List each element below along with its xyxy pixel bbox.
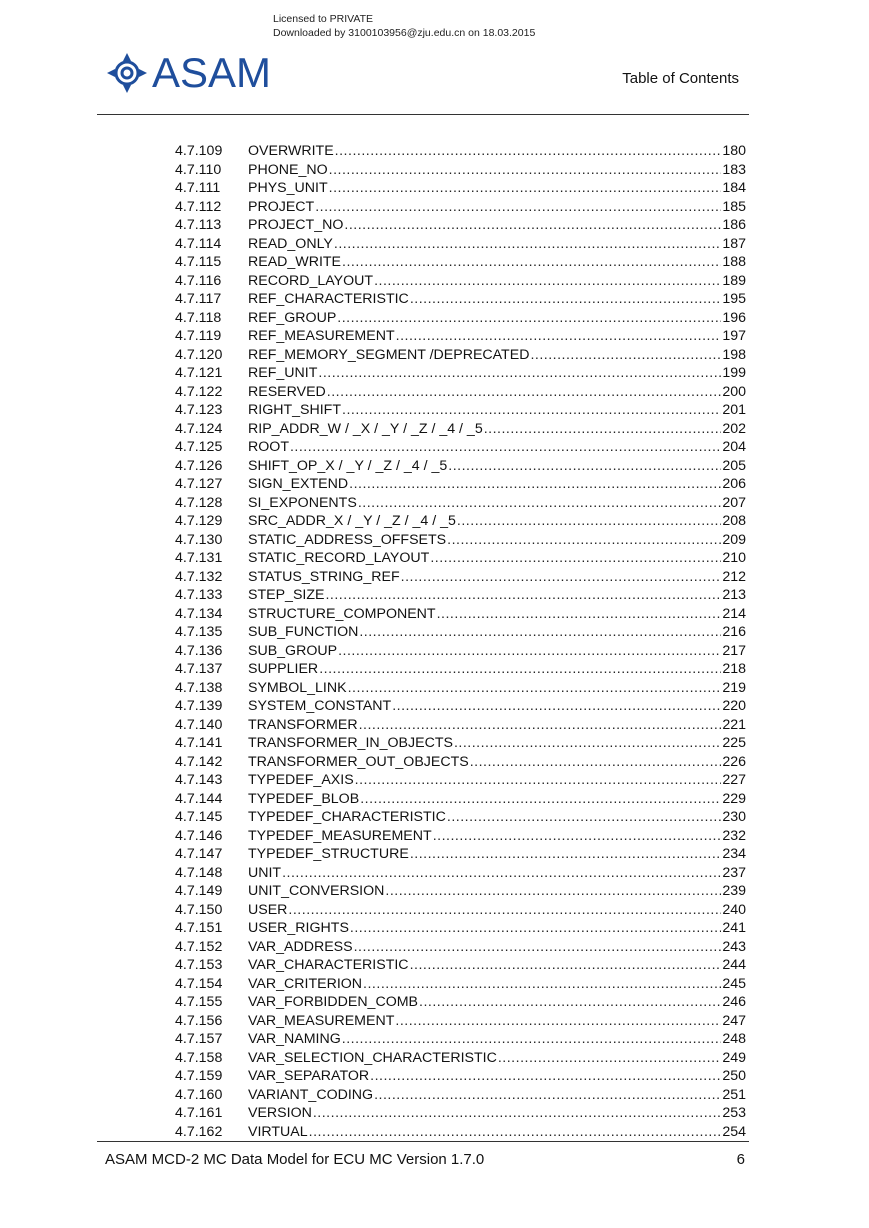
toc-entry-number: 4.7.127 [175,476,223,492]
toc-entry[interactable] [175,328,746,347]
toc-entry[interactable] [175,532,746,551]
toc-entry-number: 4.7.150 [175,901,223,918]
toc-entry-page: 187 [722,235,746,252]
toc-entry-title: SUPPLIER [248,661,319,677]
toc-dot-leader [396,328,722,344]
toc-entry[interactable] [175,365,746,384]
toc-entry[interactable] [175,920,746,939]
toc-dot-leader [498,1050,721,1066]
toc-entry-page: 185 [722,198,746,215]
toc-entry[interactable] [175,1068,746,1087]
toc-entry[interactable] [175,624,746,643]
toc-entry-page: 202 [722,420,746,437]
toc-dot-leader [401,569,722,585]
toc-entry-title: RECORD_LAYOUT [248,272,374,289]
toc-dot-leader [395,1013,721,1029]
toc-entry[interactable] [175,883,746,902]
toc-entry-page: 241 [722,920,746,936]
toc-entry-page: 226 [722,753,746,770]
toc-entry-title: REF_UNIT [248,365,318,381]
toc-dot-leader [309,1124,722,1140]
logo-text: ASAM [152,49,272,96]
toc-entry-number: 4.7.139 [175,698,223,714]
toc-entry-page: 197 [722,328,746,344]
toc-entry-title: STATIC_ADDRESS_OFFSETS [248,531,447,548]
toc-entry-title: VAR_NAMING [248,1031,341,1047]
toc-dot-leader [319,661,721,677]
toc-entry-number: 4.7.157 [175,1031,223,1047]
toc-entry-title: REF_MEASUREMENT [248,328,395,344]
toc-dot-leader [374,1087,721,1103]
toc-entry-number: 4.7.120 [175,346,223,363]
toc-entry-title: SUB_GROUP [248,642,338,659]
toc-entry-title: STATIC_RECORD_LAYOUT [248,550,430,566]
asam-logo [106,49,272,96]
toc-entry[interactable] [175,180,746,199]
toc-entry-title: REF_MEMORY_SEGMENT /DEPRECATED [248,346,530,363]
toc-entry-page: 218 [722,661,746,677]
toc-dot-leader [318,365,721,381]
toc-entry-title: RIP_ADDR_W / _X / _Y / _Z / _4 / _5 [248,420,483,437]
toc-entry-page: 212 [722,568,746,585]
toc-entry[interactable] [175,587,746,606]
toc-entry-number: 4.7.112 [175,198,222,215]
toc-dot-leader [530,347,721,363]
toc-entry-title: PHONE_NO [248,161,328,178]
toc-entry-number: 4.7.142 [175,753,223,770]
toc-entry-page: 184 [722,180,746,196]
toc-entry-page: 200 [722,383,746,400]
toc-entry-title: UNIT [248,864,282,881]
toc-entry-title: SIGN_EXTEND [248,476,349,492]
toc-dot-leader [327,384,722,400]
license-line-1: Licensed to PRIVATE [273,13,373,25]
toc-entry-title: SHIFT_OP_X / _Y / _Z / _4 / _5 [248,457,448,474]
toc-entry-page: 213 [722,587,746,603]
toc-entry-title: VIRTUAL [248,1123,308,1140]
toc-entry-page: 244 [722,957,746,973]
toc-entry-page: 206 [722,476,746,492]
toc-entry[interactable] [175,902,746,921]
toc-entry[interactable] [175,495,746,514]
toc-entry-page: 196 [722,309,746,326]
toc-dot-leader [457,513,721,529]
toc-dot-leader [374,273,721,289]
section-title: Table of Contents [622,70,739,87]
toc-entry[interactable] [175,809,746,828]
toc-entry-page: 205 [722,457,746,474]
toc-entry-number: 4.7.122 [175,383,223,400]
toc-entry-number: 4.7.144 [175,790,223,807]
toc-entry-number: 4.7.132 [175,568,223,585]
toc-entry-title: SYMBOL_LINK [248,679,347,696]
toc-entry-number: 4.7.155 [175,994,223,1010]
toc-entry-number: 4.7.135 [175,624,223,640]
toc-entry-number: 4.7.133 [175,587,223,603]
toc-entry-number: 4.7.130 [175,531,223,548]
toc-dot-leader [363,976,721,992]
toc-entry[interactable] [175,347,746,366]
toc-entry-page: 251 [722,1086,746,1103]
toc-entry[interactable] [175,698,746,717]
toc-dot-leader [329,162,722,178]
toc-entry-number: 4.7.124 [175,420,223,437]
toc-entry-page: 249 [722,1049,746,1066]
toc-entry-title: USER_RIGHTS [248,920,349,936]
toc-entry-page: 230 [722,809,746,825]
toc-dot-leader [392,698,721,714]
toc-entry-title: PROJECT_NO [248,217,344,233]
toc-entry-title: STATUS_STRING_REF [248,568,400,585]
toc-entry[interactable] [175,569,746,588]
toc-dot-leader [359,624,721,640]
toc-entry-number: 4.7.110 [175,161,222,178]
toc-dot-leader [342,1031,722,1047]
toc-entry-page: 214 [722,605,746,622]
toc-entry-number: 4.7.152 [175,938,223,955]
toc-entry-title: RIGHT_SHIFT [248,402,342,418]
toc-entry-page: 198 [722,346,746,363]
toc-entry[interactable] [175,458,746,477]
toc-entry[interactable] [175,1031,746,1050]
toc-entry-title: TYPEDEF_MEASUREMENT [248,827,432,844]
toc-entry[interactable] [175,735,746,754]
toc-entry-page: 183 [722,161,746,178]
toc-entry-number: 4.7.117 [175,291,222,307]
toc-entry[interactable] [175,643,746,662]
toc-entry-title: READ_ONLY [248,235,333,252]
toc-entry-title: SYSTEM_CONSTANT [248,698,392,714]
toc-entry-page: 195 [722,291,746,307]
toc-dot-leader [447,809,721,825]
toc-entry[interactable] [175,162,746,181]
toc-entry[interactable] [175,976,746,995]
toc-dot-leader [484,421,722,437]
toc-entry-title: TYPEDEF_CHARACTERISTIC [248,809,446,825]
toc-entry-number: 4.7.138 [175,679,223,696]
toc-entry-page: 227 [722,772,746,788]
toc-entry-page: 209 [722,531,746,548]
toc-entry-title: VAR_CHARACTERISTIC [248,957,409,973]
toc-dot-leader [338,643,721,659]
toc-entry-page: 208 [722,513,746,529]
toc-dot-leader [447,532,721,548]
toc-entry-page: 240 [722,901,746,918]
toc-entry-number: 4.7.153 [175,957,223,973]
toc-entry[interactable] [175,476,746,495]
toc-entry-number: 4.7.140 [175,716,223,733]
toc-entry-title: SRC_ADDR_X / _Y / _Z / _4 / _5 [248,513,456,529]
toc-entry-title: OVERWRITE [248,143,334,159]
toc-entry-page: 225 [722,735,746,751]
toc-entry-title: VARIANT_CODING [248,1086,374,1103]
toc-dot-leader [430,550,721,566]
toc-entry[interactable] [175,772,746,791]
toc-entry-number: 4.7.111 [175,180,221,196]
toc-entry-title: TYPEDEF_AXIS [248,772,354,788]
toc-dot-leader [358,495,722,511]
toc-entry[interactable] [175,1050,746,1069]
footer-divider [97,1141,749,1142]
toc-dot-leader [370,1068,721,1084]
toc-dot-leader [448,458,721,474]
toc-entry-page: 229 [722,790,746,807]
toc-entry[interactable] [175,291,746,310]
toc-entry[interactable] [175,254,746,273]
toc-entry-page: 220 [722,698,746,714]
toc-entry-title: ROOT [248,439,289,455]
toc-entry[interactable] [175,606,746,625]
toc-entry[interactable] [175,199,746,218]
toc-entry-title: READ_WRITE [248,254,342,270]
toc-entry-title: TRANSFORMER [248,716,358,733]
toc-dot-leader [410,846,722,862]
toc-dot-leader [348,680,722,696]
toc-entry-number: 4.7.156 [175,1012,223,1029]
toc-dot-leader [470,754,722,770]
toc-entry-page: 217 [722,642,746,659]
toc-entry-page: 210 [722,550,746,566]
toc-entry-title: REF_CHARACTERISTIC [248,291,409,307]
license-notice [273,12,535,40]
toc-entry-number: 4.7.154 [175,975,223,992]
toc-dot-leader [329,180,722,196]
toc-entry-page: 246 [722,994,746,1010]
toc-entry-page: 180 [722,143,746,159]
toc-entry-page: 221 [722,716,746,733]
toc-entry-title: STEP_SIZE [248,587,325,603]
toc-entry-number: 4.7.162 [175,1123,223,1140]
toc-entry-page: 216 [722,624,746,640]
toc-entry-title: VERSION [248,1105,312,1121]
toc-dot-leader [385,883,721,899]
toc-dot-leader [290,439,721,455]
toc-entry-number: 4.7.116 [175,272,222,289]
toc-dot-leader [454,735,721,751]
toc-entry-title: TRANSFORMER_OUT_OBJECTS [248,753,469,770]
toc-entry-page: 199 [722,365,746,381]
toc-dot-leader [282,865,721,881]
toc-entry-title: SI_EXPONENTS [248,494,357,511]
toc-entry-number: 4.7.137 [175,661,223,677]
toc-entry-title: VAR_SELECTION_CHARACTERISTIC [248,1049,497,1066]
toc-dot-leader [334,236,721,252]
toc-entry-page: 247 [722,1012,746,1029]
toc-dot-leader [313,1105,721,1121]
toc-entry[interactable] [175,717,746,736]
toc-entry-number: 4.7.126 [175,457,223,474]
toc-dot-leader [315,199,721,215]
toc-entry[interactable] [175,439,746,458]
toc-entry-title: PHYS_UNIT [248,180,328,196]
toc-entry-number: 4.7.158 [175,1049,223,1066]
toc-entry-title: TYPEDEF_STRUCTURE [248,846,409,862]
toc-entry-page: 207 [722,494,746,511]
toc-entry-number: 4.7.147 [175,846,223,862]
toc-entry-number: 4.7.125 [175,439,223,455]
toc-entry-number: 4.7.151 [175,920,223,936]
toc-dot-leader [410,291,722,307]
toc-entry[interactable] [175,513,746,532]
toc-entry[interactable] [175,1105,746,1124]
toc-entry-title: USER [248,901,288,918]
toc-dot-leader [354,939,722,955]
toc-dot-leader [437,606,722,622]
toc-entry-title: PROJECT [248,198,315,215]
toc-dot-leader [342,402,721,418]
toc-dot-leader [335,143,722,159]
toc-entry-title: VAR_FORBIDDEN_COMB [248,994,419,1010]
toc-entry-title: TRANSFORMER_IN_OBJECTS [248,735,453,751]
asam-logo-icon [106,52,148,94]
toc-entry[interactable] [175,661,746,680]
toc-entry[interactable] [175,217,746,236]
toc-entry-number: 4.7.128 [175,494,223,511]
header-divider [97,114,749,115]
toc-entry-page: 237 [722,864,746,881]
toc-entry-number: 4.7.161 [175,1105,223,1121]
toc-entry-page: 234 [722,846,746,862]
toc-entry-number: 4.7.123 [175,402,223,418]
toc-entry-title: VAR_SEPARATOR [248,1068,370,1084]
toc-entry-page: 219 [722,679,746,696]
toc-entry-title: VAR_MEASUREMENT [248,1012,395,1029]
toc-entry-page: 189 [722,272,746,289]
toc-entry-number: 4.7.115 [175,254,222,270]
toc-entry-title: VAR_CRITERION [248,975,363,992]
toc-entry-number: 4.7.134 [175,605,223,622]
toc-entry[interactable] [175,791,746,810]
toc-entry[interactable] [175,680,746,699]
toc-entry-page: 204 [722,439,746,455]
toc-entry-number: 4.7.118 [175,309,222,326]
toc-entry-page: 245 [722,975,746,992]
toc-entry[interactable] [175,1124,746,1143]
toc-dot-leader [344,217,721,233]
toc-entry-page: 239 [722,883,746,899]
toc-entry-number: 4.7.109 [175,143,223,159]
toc-entry-page: 201 [722,402,746,418]
toc-dot-leader [419,994,721,1010]
toc-entry[interactable] [175,310,746,329]
toc-entry-page: 188 [722,254,746,270]
toc-entry-number: 4.7.143 [175,772,223,788]
toc-entry[interactable] [175,1087,746,1106]
toc-entry[interactable] [175,550,746,569]
toc-entry[interactable] [175,1013,746,1032]
toc-entry-page: 248 [722,1031,746,1047]
toc-entry[interactable] [175,939,746,958]
toc-entry-page: 232 [722,827,746,844]
toc-entry-number: 4.7.160 [175,1086,223,1103]
toc-entry[interactable] [175,828,746,847]
toc-entry[interactable] [175,384,746,403]
toc-entry-title: RESERVED [248,383,326,400]
license-line-2: Downloaded by 3100103956@zju.edu.cn on 18.03.2015 [273,27,536,39]
toc-entry-number: 4.7.146 [175,827,223,844]
toc-dot-leader [342,254,721,270]
toc-dot-leader [410,957,722,973]
toc-entry-number: 4.7.121 [175,365,223,381]
toc-entry-number: 4.7.148 [175,864,223,881]
toc-entry[interactable] [175,273,746,292]
toc-entry[interactable] [175,846,746,865]
toc-entry-page: 250 [722,1068,746,1084]
toc-entry-page: 243 [722,938,746,955]
toc-entry-number: 4.7.149 [175,883,223,899]
toc-entry-number: 4.7.129 [175,513,223,529]
toc-dot-leader [337,310,721,326]
footer-page-number: 6 [736,1151,745,1168]
toc-entry[interactable] [175,994,746,1013]
toc-entry-number: 4.7.113 [175,217,222,233]
toc-entry-title: STRUCTURE_COMPONENT [248,605,436,622]
toc-entry-title: VAR_ADDRESS [248,938,353,955]
toc-entry-number: 4.7.119 [175,328,222,344]
toc-entry-number: 4.7.136 [175,642,223,659]
toc-entry[interactable] [175,865,746,884]
toc-entry-number: 4.7.145 [175,809,223,825]
toc-dot-leader [325,587,721,603]
toc-entry[interactable] [175,143,746,162]
toc-dot-leader [360,791,721,807]
toc-entry-page: 186 [722,217,746,233]
toc-entry[interactable] [175,402,746,421]
toc-entry[interactable] [175,957,746,976]
toc-entry-title: UNIT_CONVERSION [248,883,385,899]
toc-dot-leader [359,717,722,733]
toc-entry-number: 4.7.114 [175,235,222,252]
toc-dot-leader [349,476,721,492]
footer-document-title: ASAM MCD-2 MC Data Model for ECU MC Version 1.7.0 [105,1151,485,1168]
toc-entry-number: 4.7.141 [175,735,223,751]
toc-dot-leader [355,772,722,788]
toc-entry-title: REF_GROUP [248,309,337,326]
toc-entry-number: 4.7.159 [175,1068,223,1084]
toc-dot-leader [288,902,721,918]
toc-entry[interactable] [175,236,746,255]
toc-dot-leader [433,828,722,844]
toc-entry-page: 254 [722,1123,746,1140]
toc-dot-leader [350,920,721,936]
toc-entry[interactable] [175,754,746,773]
table-of-contents [175,143,746,1142]
toc-entry[interactable] [175,421,746,440]
toc-entry-page: 253 [722,1105,746,1121]
toc-entry-title: SUB_FUNCTION [248,624,359,640]
toc-entry-number: 4.7.131 [175,550,223,566]
toc-entry-title: TYPEDEF_BLOB [248,790,360,807]
